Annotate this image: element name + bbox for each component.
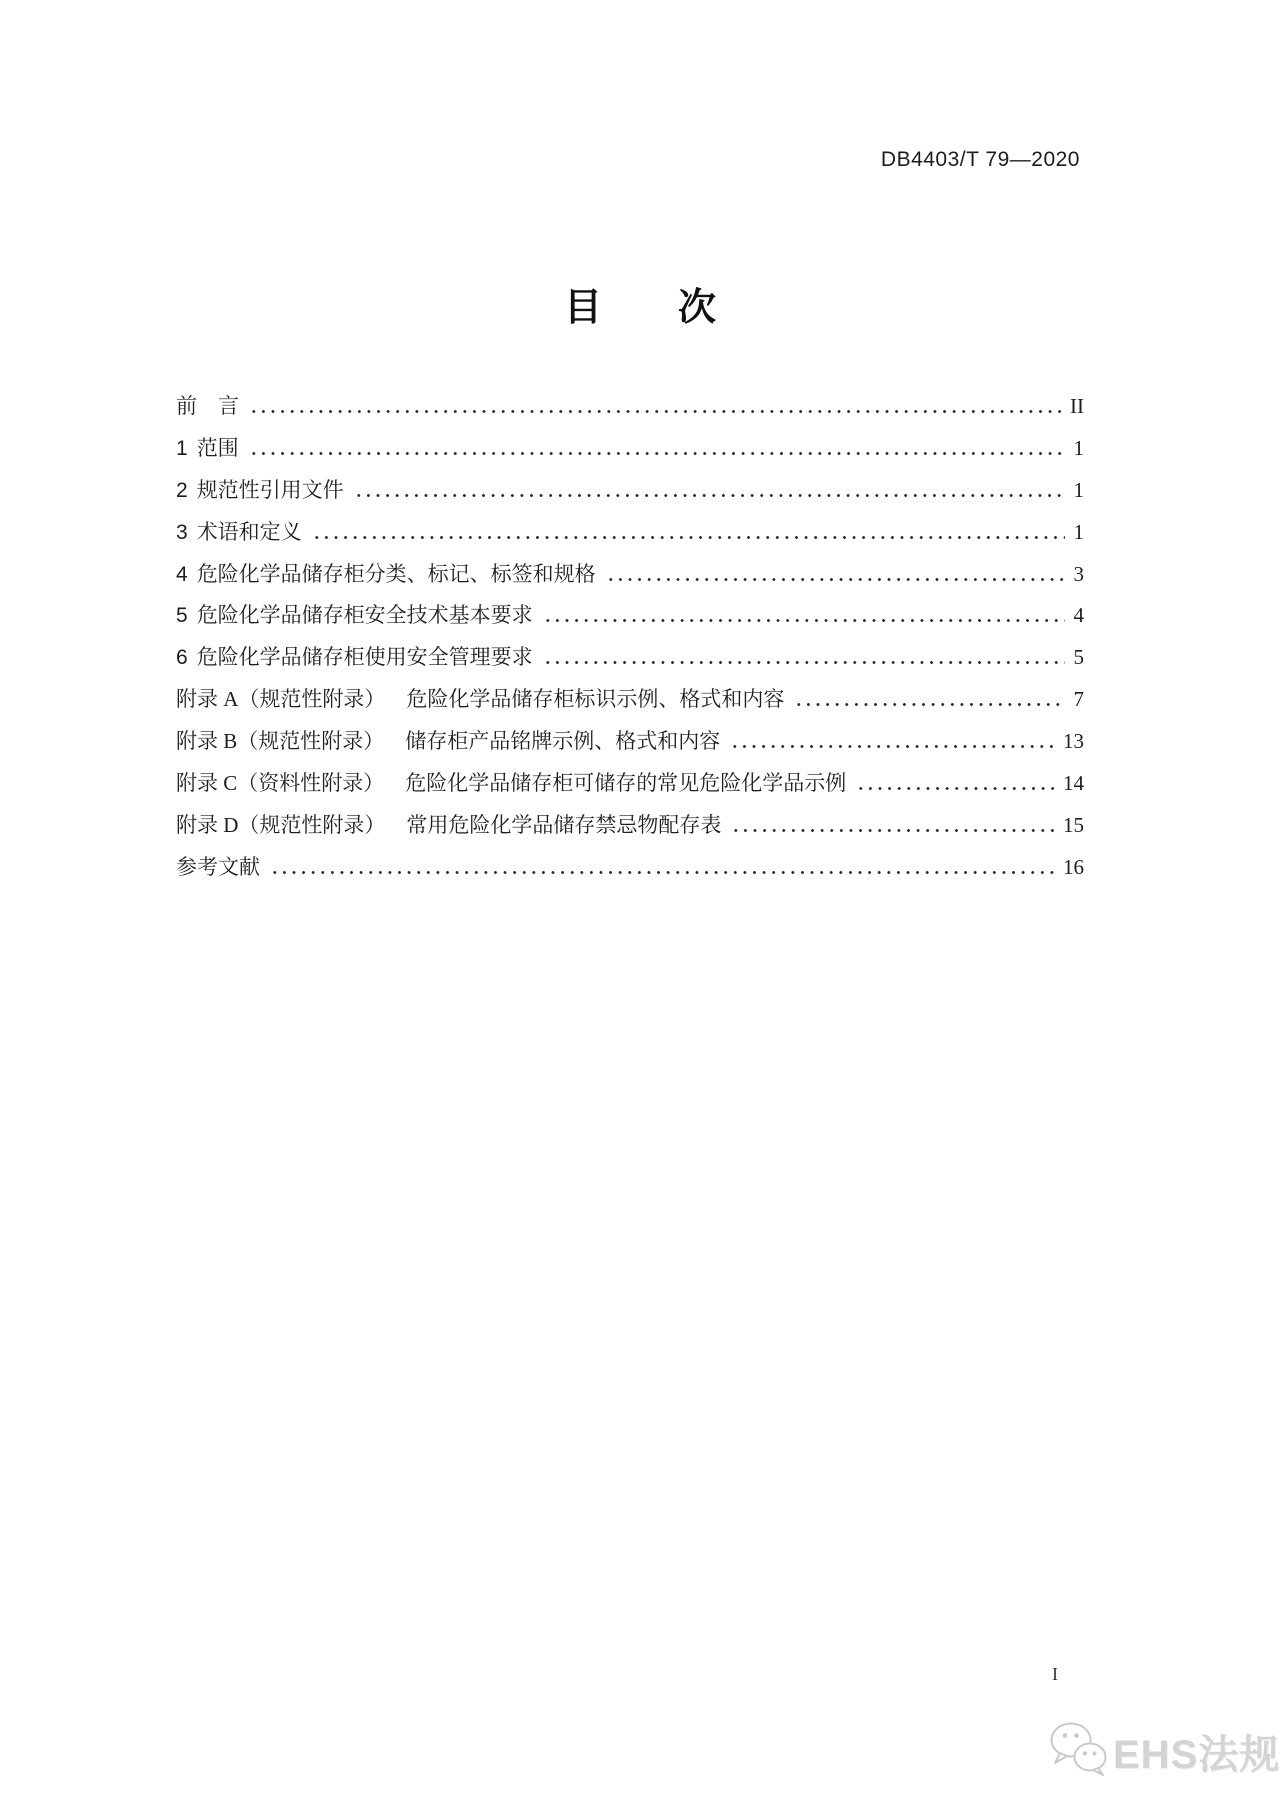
dot-leader: [854, 785, 1054, 790]
dot-leader: [541, 617, 1065, 622]
toc-entry-page: 15: [1063, 812, 1084, 837]
toc-entry-label: 附录 C（资料性附录）: [176, 771, 385, 796]
dot-leader: [247, 450, 1065, 455]
toc-entry: [176, 809, 1084, 851]
wechat-bubbles-icon: [1048, 1720, 1108, 1782]
toc-entry: [176, 725, 1084, 767]
toc-entry-label: 附录 B（规范性附录）: [176, 729, 385, 754]
toc-entry-label: 危险化学品储存柜分类、标记、标签和规格: [196, 561, 596, 586]
toc-entry-number: 4: [176, 562, 188, 586]
toc-entry-page: 4: [1073, 603, 1084, 628]
toc-entry: [176, 767, 1084, 809]
dot-leader: [268, 869, 1054, 874]
dot-leader: [729, 827, 1054, 832]
toc-entry-page: II: [1070, 394, 1084, 418]
watermark-text: EHS法规: [1113, 1732, 1280, 1777]
page-title: 目 次: [563, 287, 716, 329]
toc-entry-sublabel: 储存柜产品铭牌示例、格式和内容: [405, 729, 721, 754]
toc-entry-label: 范围: [196, 435, 239, 460]
toc-entry: [176, 851, 1084, 893]
toc-entry-page: 13: [1063, 729, 1084, 754]
dot-leader: [310, 534, 1065, 539]
toc-entry: [176, 390, 1084, 432]
toc-entry-number: 3: [176, 520, 188, 544]
toc-entry-page: 7: [1073, 687, 1084, 712]
toc-entry-label: 附录 D（规范性附录）: [176, 812, 386, 837]
toc-entry-number: 6: [176, 646, 188, 670]
document-number: DB4403/T 79—2020: [880, 148, 1080, 171]
toc-entry-label: 规范性引用文件: [196, 477, 344, 502]
toc-entry-label: 前 言: [176, 394, 239, 418]
toc-entry: [176, 432, 1084, 474]
toc-entry-page: 5: [1073, 645, 1084, 670]
toc-entry-number: 1: [176, 436, 188, 460]
toc-entry-sublabel: 常用危险化学品储存禁忌物配存表: [406, 812, 722, 837]
dot-leader: [604, 576, 1065, 581]
toc-entry-sublabel: 危险化学品储存柜可储存的常见危险化学品示例: [405, 771, 847, 796]
toc-entry: [176, 558, 1084, 600]
toc-entry: [176, 599, 1084, 641]
toc-entry-page: 1: [1073, 435, 1084, 460]
toc-entry-page: 1: [1073, 519, 1084, 544]
toc-entry: [176, 683, 1084, 725]
ehs-watermark: [1048, 1720, 1280, 1782]
toc-entry-label: 参考文献: [176, 854, 260, 879]
toc-entry: [176, 516, 1084, 558]
dot-leader: [352, 492, 1065, 497]
toc-entry-sublabel: 危险化学品储存柜标识示例、格式和内容: [406, 687, 785, 712]
toc-entry-page: 16: [1063, 854, 1084, 879]
toc-entry: [176, 474, 1084, 516]
toc-entry: [176, 641, 1084, 683]
dot-leader: [247, 408, 1061, 413]
footer-page-number: I: [1052, 1664, 1058, 1684]
table-of-contents: [176, 390, 1084, 893]
toc-entry-number: 2: [176, 478, 188, 502]
toc-entry-label: 术语和定义: [196, 519, 302, 544]
toc-entry-label: 危险化学品储存柜使用安全管理要求: [196, 645, 533, 670]
toc-entry-page: 14: [1063, 771, 1084, 796]
toc-entry-page: 1: [1073, 477, 1084, 502]
dot-leader: [728, 743, 1054, 748]
toc-entry-label: 附录 A（规范性附录）: [176, 687, 386, 712]
dot-leader: [792, 701, 1064, 706]
dot-leader: [541, 659, 1065, 664]
toc-entry-page: 3: [1073, 561, 1084, 586]
toc-entry-label: 危险化学品储存柜安全技术基本要求: [196, 603, 533, 628]
toc-entry-number: 5: [176, 604, 188, 628]
